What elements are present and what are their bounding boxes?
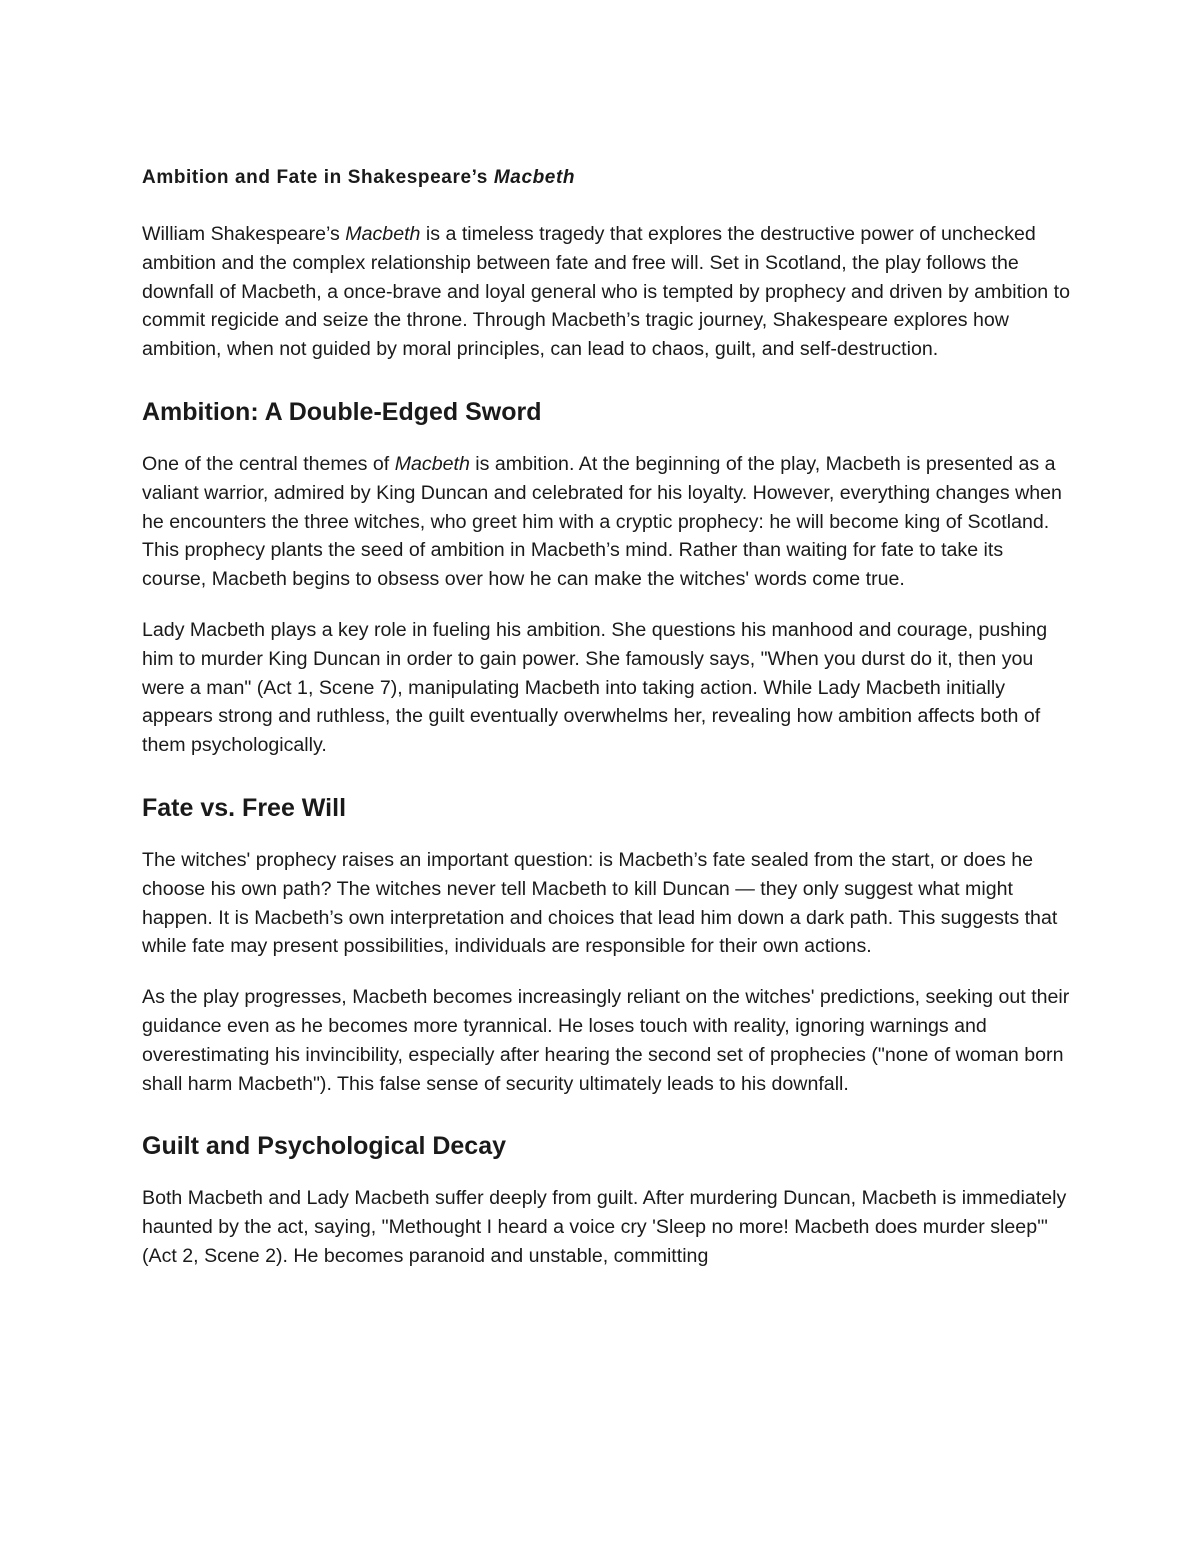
ambition-paragraph-2: Lady Macbeth plays a key role in fueling his ambition. She questions his manhood and courage, pushing him to murder King Duncan in order to gain power. She famously says, "When you durst do it, then you were a man" (Act 1, Scene 7), manipulating Macbeth into taking action. While Lady Macbeth initially appears strong and ruthless, the guilt eventually overwhelms her, revealing how ambition affects both of them psychologically. xyxy=(142,618,1048,757)
ambition-p1-italic: Macbeth xyxy=(394,452,470,475)
fate-paragraph-1: The witches' prophecy raises an important question: is Macbeth’s fate sealed from the start, or does he choose his own path? The witches never tell Macbeth to kill Duncan — they only suggest what might happen. It is Macbeth’s own interpretation and choices that lead him down a dark path. This suggests that while fate may present possibilities, individuals are responsible for their own actions. xyxy=(142,848,1058,958)
ambition-p1-text-c: is ambition. At the beginning of the play, Macbeth is presented as a valiant warrior, admired by King Duncan and celebrated for his loyalty. However, everything changes when he encounters the three witches, who greet him with a cryptic prophecy: he will become king of Scotland. This prophecy plants the seed of ambition in Macbeth’s mind. Rather than waiting for fate to take its course, Macbeth begins to obsess over how he can make the witches' words come true. xyxy=(142,452,1062,591)
intro-text-a: William Shakespeare’s xyxy=(142,223,346,245)
intro-text-c: is a timeless tragedy that explores the destructive power of unchecked ambition and the complex relationship between fate and free will. Set in Scotland, the play follows the downfall of Macbeth, a once-brave and loyal general who is tempted by prophecy and driven by ambition to commit regicide and seize the throne. Through Macbeth’s tragic journey, Shakespeare explores how ambition, when not guided by moral principles, can lead to chaos, guilt, and self-destruction. xyxy=(142,223,1070,361)
title-italic-text: Macbeth xyxy=(493,167,576,188)
document-title xyxy=(142,164,1072,192)
ambition-paragraph-1 xyxy=(142,450,1072,594)
ambition-p1-text-a: One of the central themes of xyxy=(142,452,395,475)
intro-paragraph xyxy=(142,220,1072,364)
document-page xyxy=(142,164,1072,1293)
section-heading-fate: Fate vs. Free Will xyxy=(142,793,347,822)
intro-italic: Macbeth xyxy=(345,223,421,245)
fate-paragraph-2: As the play progresses, Macbeth becomes increasingly reliant on the witches' predictions, seeking out their guidance even as he becomes more tyrannical. He loses touch with reality, ignoring warnings and overestimating his invincibility, especially after hearing the second set of prophecies ("none of woman born shall harm Macbeth"). This false sense of security ultimately leads to his downfall. xyxy=(142,986,1070,1095)
title-text: Ambition and Fate in Shakespeare’s xyxy=(142,167,494,188)
section-heading-guilt: Guilt and Psychological Decay xyxy=(142,1132,507,1161)
section-heading-ambition: Ambition: A Double-Edged Sword xyxy=(142,397,542,426)
guilt-paragraph-1: Both Macbeth and Lady Macbeth suffer deeply from guilt. After murdering Duncan, Macbeth is immediately haunted by the act, saying, "Methought I heard a voice cry 'Sleep no more! Macbeth does murder sleep'" (Act 2, Scene 2). He becomes paranoid and unstable, committing xyxy=(142,1187,1067,1267)
